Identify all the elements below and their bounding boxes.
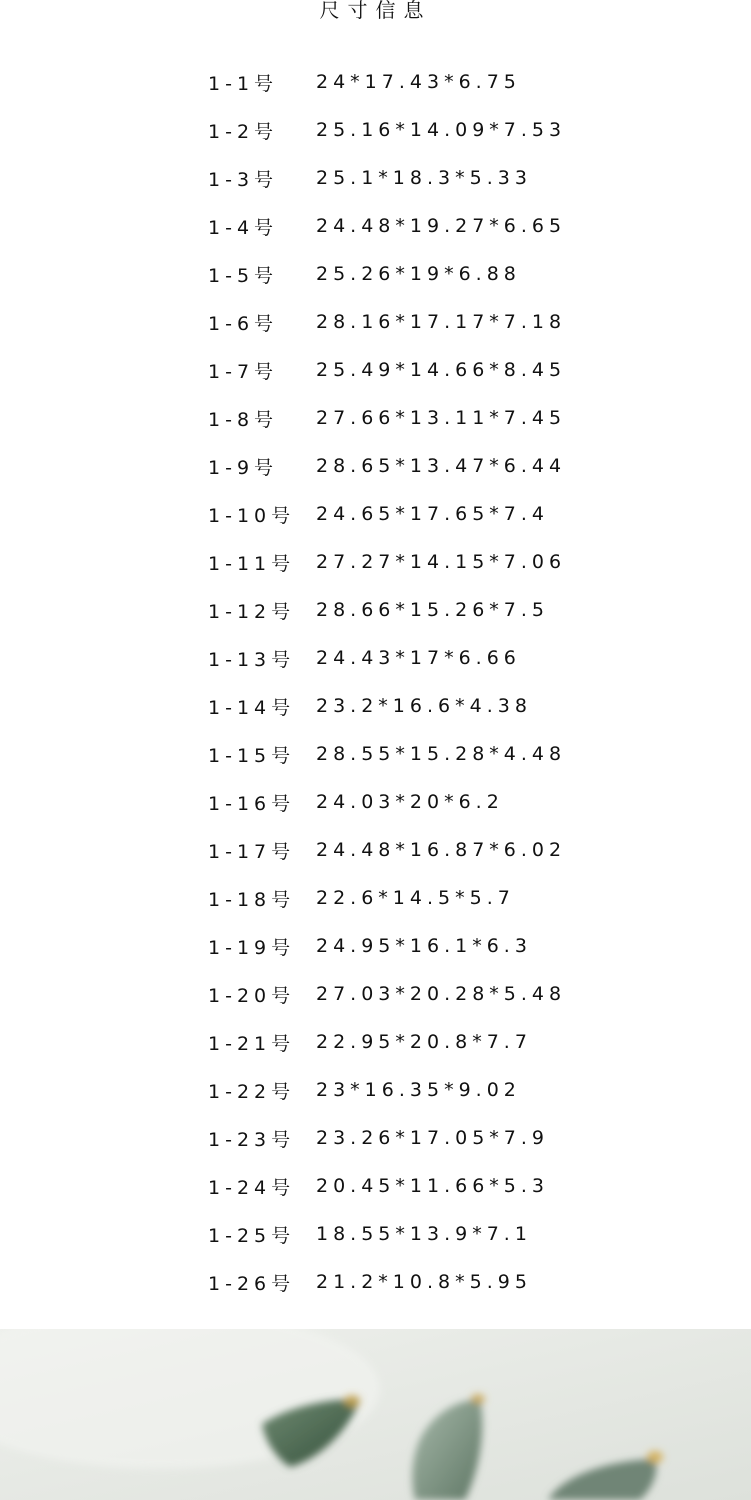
size-dimensions: 24.65*17.65*7.4 xyxy=(316,503,550,525)
size-dimensions: 24.48*19.27*6.65 xyxy=(316,215,567,237)
size-code: 1-25号 xyxy=(208,1224,296,1247)
size-dimensions: 24.03*20*6.2 xyxy=(316,791,504,813)
size-list xyxy=(208,58,628,1306)
size-code: 1-7号 xyxy=(208,360,279,383)
size-row xyxy=(208,970,628,1018)
size-dimensions: 21.2*10.8*5.95 xyxy=(316,1271,532,1293)
size-dimensions: 27.27*14.15*7.06 xyxy=(316,551,567,573)
size-dimensions: 22.95*20.8*7.7 xyxy=(316,1031,532,1053)
jade-pendants-image xyxy=(0,1329,751,1500)
size-row xyxy=(208,1114,628,1162)
size-dimensions: 20.45*11.66*5.3 xyxy=(316,1175,550,1197)
size-dimensions: 24.95*16.1*6.3 xyxy=(316,935,532,957)
size-code: 1-14号 xyxy=(208,696,296,719)
size-code: 1-19号 xyxy=(208,936,296,959)
size-code: 1-26号 xyxy=(208,1272,296,1295)
size-row xyxy=(208,298,628,346)
size-row xyxy=(208,202,628,250)
size-code: 1-1号 xyxy=(208,72,279,95)
size-row xyxy=(208,394,628,442)
size-row xyxy=(208,346,628,394)
size-code: 1-21号 xyxy=(208,1032,296,1055)
size-dimensions: 23.2*16.6*4.38 xyxy=(316,695,532,717)
size-dimensions: 28.65*13.47*6.44 xyxy=(316,455,567,477)
size-row xyxy=(208,1210,628,1258)
page-title: 尺寸信息 xyxy=(319,0,432,22)
size-row xyxy=(208,586,628,634)
size-code: 1-22号 xyxy=(208,1080,296,1103)
size-code: 1-13号 xyxy=(208,648,296,671)
section-header xyxy=(0,0,751,30)
size-row xyxy=(208,442,628,490)
size-code: 1-12号 xyxy=(208,600,296,623)
size-dimensions: 25.26*19*6.88 xyxy=(316,263,521,285)
size-code: 1-5号 xyxy=(208,264,279,287)
size-code: 1-9号 xyxy=(208,456,279,479)
size-row xyxy=(208,538,628,586)
size-dimensions: 25.1*18.3*5.33 xyxy=(316,167,532,189)
size-dimensions: 22.6*14.5*5.7 xyxy=(316,887,515,909)
size-row xyxy=(208,250,628,298)
size-dimensions: 27.03*20.28*5.48 xyxy=(316,983,567,1005)
size-code: 1-10号 xyxy=(208,504,296,527)
size-dimensions: 28.55*15.28*4.48 xyxy=(316,743,567,765)
size-row xyxy=(208,1066,628,1114)
size-dimensions: 25.49*14.66*8.45 xyxy=(316,359,567,381)
size-code: 1-15号 xyxy=(208,744,296,767)
size-row xyxy=(208,826,628,874)
size-row xyxy=(208,1258,628,1306)
size-dimensions: 24.48*16.87*6.02 xyxy=(316,839,567,861)
size-row xyxy=(208,922,628,970)
size-row xyxy=(208,730,628,778)
size-row xyxy=(208,874,628,922)
size-row xyxy=(208,106,628,154)
size-dimensions: 24*17.43*6.75 xyxy=(316,71,521,93)
size-code: 1-3号 xyxy=(208,168,279,191)
size-code: 1-4号 xyxy=(208,216,279,239)
size-code: 1-17号 xyxy=(208,840,296,863)
size-row xyxy=(208,1162,628,1210)
size-code: 1-18号 xyxy=(208,888,296,911)
size-code: 1-23号 xyxy=(208,1128,296,1151)
size-dimensions: 28.16*17.17*7.18 xyxy=(316,311,567,333)
product-photo xyxy=(0,1329,751,1500)
size-code: 1-16号 xyxy=(208,792,296,815)
size-dimensions: 18.55*13.9*7.1 xyxy=(316,1223,532,1245)
size-dimensions: 23.26*17.05*7.9 xyxy=(316,1127,550,1149)
size-row xyxy=(208,634,628,682)
size-dimensions: 28.66*15.26*7.5 xyxy=(316,599,550,621)
size-row xyxy=(208,490,628,538)
size-code: 1-2号 xyxy=(208,120,279,143)
size-dimensions: 25.16*14.09*7.53 xyxy=(316,119,567,141)
size-row xyxy=(208,778,628,826)
size-dimensions: 24.43*17*6.66 xyxy=(316,647,521,669)
size-dimensions: 23*16.35*9.02 xyxy=(316,1079,521,1101)
size-row xyxy=(208,58,628,106)
size-row xyxy=(208,682,628,730)
size-dimensions: 27.66*13.11*7.45 xyxy=(316,407,567,429)
size-row xyxy=(208,1018,628,1066)
size-code: 1-20号 xyxy=(208,984,296,1007)
size-code: 1-8号 xyxy=(208,408,279,431)
size-code: 1-6号 xyxy=(208,312,279,335)
size-row xyxy=(208,154,628,202)
size-code: 1-24号 xyxy=(208,1176,296,1199)
size-code: 1-11号 xyxy=(208,552,296,575)
